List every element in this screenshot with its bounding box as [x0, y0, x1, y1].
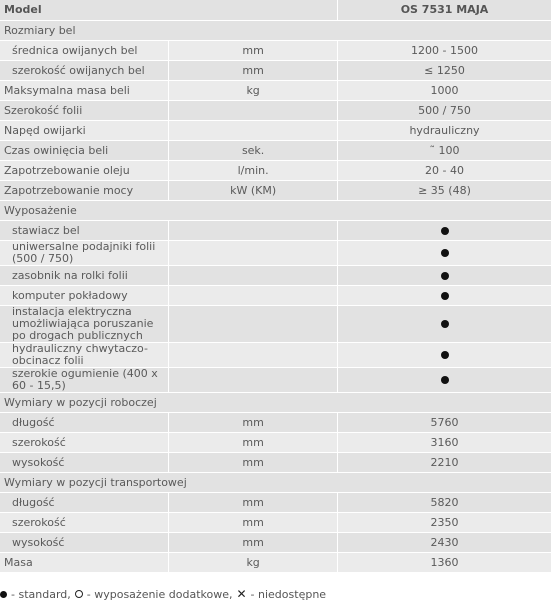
row-value: 2210 — [338, 453, 552, 473]
standard-dot-icon — [441, 249, 449, 257]
row-value: 2350 — [338, 513, 552, 533]
standard-dot-icon — [441, 376, 449, 384]
table-row — [0, 81, 552, 101]
table-row — [0, 493, 552, 513]
row-label: średnica owijanych bel — [0, 41, 169, 61]
row-label: szerokość — [0, 513, 169, 533]
table-row — [0, 286, 552, 306]
row-value: ≥ 35 (48) — [338, 181, 552, 201]
row-value: 2430 — [338, 533, 552, 553]
row-unit: mm — [169, 493, 338, 513]
row-label: wysokość — [0, 533, 169, 553]
row-unit: mm — [169, 453, 338, 473]
row-unit — [169, 368, 338, 393]
standard-dot-icon — [441, 227, 449, 235]
row-label: długość — [0, 493, 169, 513]
table-row — [0, 266, 552, 286]
row-value: 20 - 40 — [338, 161, 552, 181]
row-label: Maksymalna masa beli — [0, 81, 169, 101]
row-label: stawiacz bel — [0, 221, 169, 241]
standard-dot-icon — [441, 320, 449, 328]
row-label: długość — [0, 413, 169, 433]
row-unit — [169, 343, 338, 368]
table-row — [0, 221, 552, 241]
table-row — [0, 343, 552, 368]
table-row — [0, 368, 552, 393]
row-value: 1200 - 1500 — [338, 41, 552, 61]
section-label: Wyposażenie — [0, 201, 552, 221]
row-label: zasobnik na rolki folii — [0, 266, 169, 286]
row-label: szerokość — [0, 433, 169, 453]
row-label: szerokość owijanych bel — [0, 61, 169, 81]
table-header-row — [0, 0, 552, 21]
table-row — [0, 121, 552, 141]
legend-unavailable: - niedostępne — [250, 587, 327, 601]
row-label: szerokie ogumienie (400 x 60 - 15,5) — [0, 368, 169, 393]
row-value: 5820 — [338, 493, 552, 513]
row-label: Zapotrzebowanie oleju — [0, 161, 169, 181]
row-value: hydrauliczny — [338, 121, 552, 141]
table-row — [0, 101, 552, 121]
section-row — [0, 473, 552, 493]
table-row — [0, 181, 552, 201]
row-unit: mm — [169, 513, 338, 533]
standard-dot-icon — [441, 292, 449, 300]
row-unit: mm — [169, 433, 338, 453]
row-unit — [169, 286, 338, 306]
row-unit — [169, 121, 338, 141]
optional-ring-icon — [75, 590, 83, 598]
section-label: Wymiary w pozycji transportowej — [0, 473, 552, 493]
row-label: Napęd owijarki — [0, 121, 169, 141]
section-row — [0, 21, 552, 41]
row-unit: kg — [169, 553, 338, 573]
row-label: Masa — [0, 553, 169, 573]
standard-dot-cell — [338, 266, 552, 286]
row-unit: sek. — [169, 141, 338, 161]
row-label: hydrauliczny chwytaczo-obcinacz folii — [0, 343, 169, 368]
table-row — [0, 61, 552, 81]
row-unit — [169, 266, 338, 286]
table-row — [0, 241, 552, 266]
standard-dot-cell — [338, 368, 552, 393]
row-unit — [169, 241, 338, 266]
standard-dot-cell — [338, 286, 552, 306]
legend-standard: - standard, — [11, 587, 71, 601]
section-label: Wymiary w pozycji roboczej — [0, 393, 552, 413]
row-value: 1360 — [338, 553, 552, 573]
row-label: wysokość — [0, 453, 169, 473]
standard-dot-icon — [0, 591, 7, 598]
table-row — [0, 513, 552, 533]
table-row — [0, 161, 552, 181]
table-row — [0, 41, 552, 61]
table-row — [0, 533, 552, 553]
row-label: Czas owinięcia beli — [0, 141, 169, 161]
row-label: uniwersalne podajniki folii (500 / 750) — [0, 241, 169, 266]
table-row — [0, 453, 552, 473]
row-unit — [169, 306, 338, 343]
unavailable-cross-icon: ✕ — [236, 587, 247, 601]
section-row — [0, 201, 552, 221]
standard-dot-cell — [338, 343, 552, 368]
row-unit: kg — [169, 81, 338, 101]
row-label: Szerokość folii — [0, 101, 169, 121]
legend-optional: - wyposażenie dodatkowe, — [86, 587, 233, 601]
row-unit: l/min. — [169, 161, 338, 181]
section-row — [0, 393, 552, 413]
row-unit: mm — [169, 41, 338, 61]
row-value: 500 / 750 — [338, 101, 552, 121]
row-value: 3160 — [338, 433, 552, 453]
row-value: 1000 — [338, 81, 552, 101]
row-label: instalacja elektryczna umożliwiająca poruszanie po drogach publicznych — [0, 306, 169, 343]
row-unit — [169, 101, 338, 121]
section-label: Rozmiary bel — [0, 21, 552, 41]
row-unit — [169, 221, 338, 241]
standard-dot-cell — [338, 221, 552, 241]
table-row — [0, 433, 552, 453]
table-row — [0, 141, 552, 161]
row-label: Zapotrzebowanie mocy — [0, 181, 169, 201]
row-unit: mm — [169, 533, 338, 553]
standard-dot-icon — [441, 272, 449, 280]
standard-dot-cell — [338, 306, 552, 343]
table-row — [0, 553, 552, 573]
model-label: Model — [0, 0, 338, 21]
row-unit: mm — [169, 413, 338, 433]
standard-dot-icon — [441, 351, 449, 359]
model-name: OS 7531 MAJA — [338, 0, 552, 21]
standard-dot-cell — [338, 241, 552, 266]
legend — [0, 587, 553, 601]
table-row — [0, 306, 552, 343]
row-value: ˜ 100 — [338, 141, 552, 161]
row-unit: mm — [169, 61, 338, 81]
row-label: komputer pokładowy — [0, 286, 169, 306]
table-row — [0, 413, 552, 433]
row-value: ≤ 1250 — [338, 61, 552, 81]
row-unit: kW (KM) — [169, 181, 338, 201]
row-value: 5760 — [338, 413, 552, 433]
